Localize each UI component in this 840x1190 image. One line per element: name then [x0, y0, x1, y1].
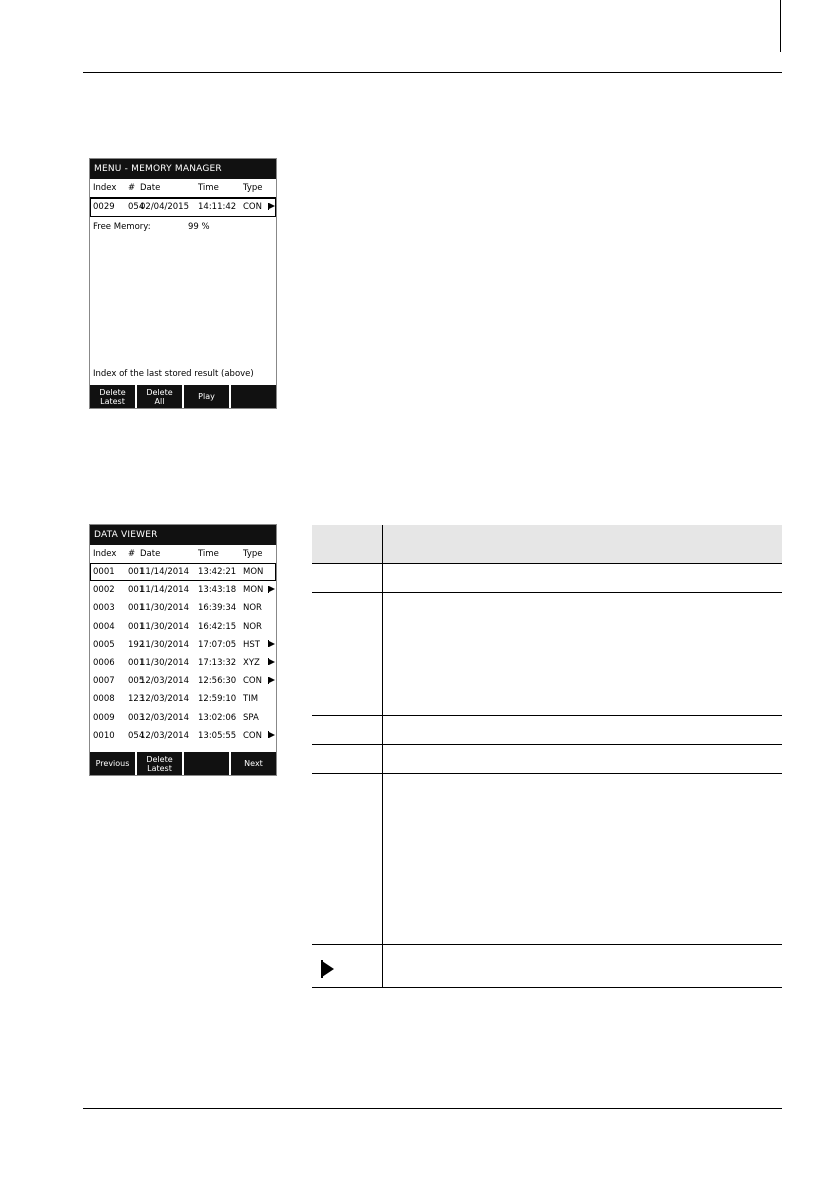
flag-icon [269, 659, 275, 665]
crop-mark [780, 0, 781, 52]
flag-icon [322, 961, 334, 977]
cell-index: 0006 [93, 657, 115, 668]
blank-softkey[interactable] [184, 752, 229, 775]
flag-icon [269, 586, 275, 592]
cell-type: TIM [243, 694, 259, 705]
memory-manager-title: MENU - MEMORY MANAGER [90, 159, 276, 179]
legend-key-cell [312, 525, 383, 564]
header-num: # [128, 549, 136, 559]
header-date: Date [140, 183, 161, 193]
table-row[interactable] [90, 563, 276, 581]
cell-index: 0004 [93, 621, 115, 632]
cell-type: MON [243, 567, 264, 577]
cell-index: 0008 [93, 694, 115, 705]
data-viewer-title: DATA VIEWER [90, 525, 276, 545]
legend-table [312, 525, 782, 988]
table-header [90, 179, 276, 197]
cell-index: 0007 [93, 676, 115, 687]
table-row[interactable] [90, 727, 276, 745]
cell-index: 0002 [93, 585, 115, 596]
softkey-bar [90, 752, 276, 775]
cell-type: MON [243, 585, 264, 596]
cell-index: 0001 [93, 567, 115, 577]
cell-date: 11/30/2014 [140, 657, 189, 668]
cell-num: 005 [128, 676, 145, 687]
header-type: Type [243, 183, 263, 193]
cell-num: 001 [128, 603, 145, 614]
cell-num: 001 [128, 567, 145, 577]
legend-key-cell [312, 745, 383, 774]
cell-type: CON [243, 676, 262, 687]
delete-latest-button[interactable]: Delete Latest [137, 752, 182, 775]
cell-time: 12:56:30 [198, 676, 237, 687]
legend-key-cell [312, 564, 383, 593]
flag-icon [269, 203, 275, 209]
header-index: Index [93, 549, 117, 559]
cell-num: 001 [128, 657, 145, 668]
cell-num: 192 [128, 639, 145, 650]
header-time: Time [198, 183, 219, 193]
table-row[interactable] [90, 654, 276, 672]
cell-date: 12/03/2014 [140, 712, 189, 723]
entry-num: 054 [128, 202, 145, 212]
cell-num: 123 [128, 694, 145, 705]
cell-index: 0003 [93, 603, 115, 614]
cell-date: 11/30/2014 [140, 603, 189, 614]
entry-index: 0029 [93, 202, 115, 212]
delete-latest-button[interactable]: Delete Latest [90, 385, 135, 408]
data-viewer-screen [89, 524, 277, 776]
cell-type: NOR [243, 603, 262, 614]
last-stored-entry[interactable] [90, 198, 276, 217]
entry-time: 14:11:42 [198, 202, 237, 212]
hint-text: Index of the last stored result (above) [93, 369, 254, 379]
entry-date: 02/04/2015 [140, 202, 189, 212]
legend-key-cell [312, 716, 383, 745]
cell-date: 11/14/2014 [140, 567, 189, 577]
cell-index: 0005 [93, 639, 115, 650]
cell-time: 13:02:06 [198, 712, 237, 723]
previous-button[interactable]: Previous [90, 752, 135, 775]
table-row[interactable] [90, 690, 276, 708]
cell-type: SPA [243, 712, 259, 723]
softkey-bar [90, 385, 276, 408]
legend-header-row [312, 525, 782, 564]
footer-rule [83, 1108, 782, 1109]
legend-description-cell [383, 716, 783, 745]
flag-icon [269, 677, 275, 683]
legend-row [312, 593, 782, 716]
cell-type: HST [243, 639, 260, 650]
delete-all-button[interactable]: Delete All [137, 385, 182, 408]
cell-date: 11/30/2014 [140, 621, 189, 632]
cell-num: 054 [128, 730, 145, 741]
table-row[interactable] [90, 709, 276, 727]
cell-date: 12/03/2014 [140, 694, 189, 705]
header-type: Type [243, 549, 263, 559]
data-viewer-list [90, 563, 276, 745]
flag-icon [269, 641, 275, 647]
cell-time: 16:39:34 [198, 603, 237, 614]
flag-icon [269, 732, 275, 738]
header-time: Time [198, 549, 219, 559]
legend-description-cell [383, 564, 783, 593]
cell-time: 13:42:21 [198, 567, 237, 577]
table-row[interactable] [90, 618, 276, 636]
legend-description-cell [383, 593, 783, 716]
cell-num: 003 [128, 712, 145, 723]
blank-softkey[interactable] [231, 385, 276, 408]
legend-description-cell [383, 774, 783, 945]
table-row[interactable] [90, 581, 276, 599]
free-memory [90, 218, 276, 236]
header-date: Date [140, 549, 161, 559]
cell-date: 12/03/2014 [140, 730, 189, 741]
legend-description-cell [383, 945, 783, 988]
cell-type: XYZ [243, 657, 260, 668]
legend-key-cell [312, 774, 383, 945]
play-button[interactable]: Play [184, 385, 229, 408]
legend-row [312, 945, 782, 988]
header-rule [83, 72, 782, 73]
legend-row [312, 745, 782, 774]
free-memory-label: Free Memory: [93, 222, 151, 232]
free-memory-value: 99 % [188, 222, 210, 232]
cell-date: 12/03/2014 [140, 676, 189, 687]
legend-description-cell [383, 745, 783, 774]
cell-num: 001 [128, 621, 145, 632]
cell-date: 11/30/2014 [140, 639, 189, 650]
table-row[interactable] [90, 636, 276, 654]
cell-time: 16:42:15 [198, 621, 237, 632]
cell-time: 17:07:05 [198, 639, 237, 650]
table-row[interactable] [90, 672, 276, 690]
cell-num: 001 [128, 585, 145, 596]
legend-row [312, 716, 782, 745]
cell-type: CON [243, 730, 262, 741]
table-header [90, 545, 276, 563]
header-num: # [128, 183, 136, 193]
legend-row [312, 564, 782, 593]
cell-index: 0010 [93, 730, 115, 741]
legend-description-cell [383, 525, 783, 564]
table-row[interactable] [90, 599, 276, 617]
cell-time: 13:05:55 [198, 730, 237, 741]
next-button[interactable]: Next [231, 752, 276, 775]
cell-time: 13:43:18 [198, 585, 237, 596]
legend-key-cell [312, 945, 383, 988]
cell-date: 11/14/2014 [140, 585, 189, 596]
memory-manager-screen [89, 158, 277, 409]
cell-time: 17:13:32 [198, 657, 237, 668]
header-index: Index [93, 183, 117, 193]
legend-row [312, 774, 782, 945]
cell-time: 12:59:10 [198, 694, 237, 705]
legend-key-cell [312, 593, 383, 716]
entry-type: CON [243, 202, 262, 212]
cell-type: NOR [243, 621, 262, 632]
cell-index: 0009 [93, 712, 115, 723]
